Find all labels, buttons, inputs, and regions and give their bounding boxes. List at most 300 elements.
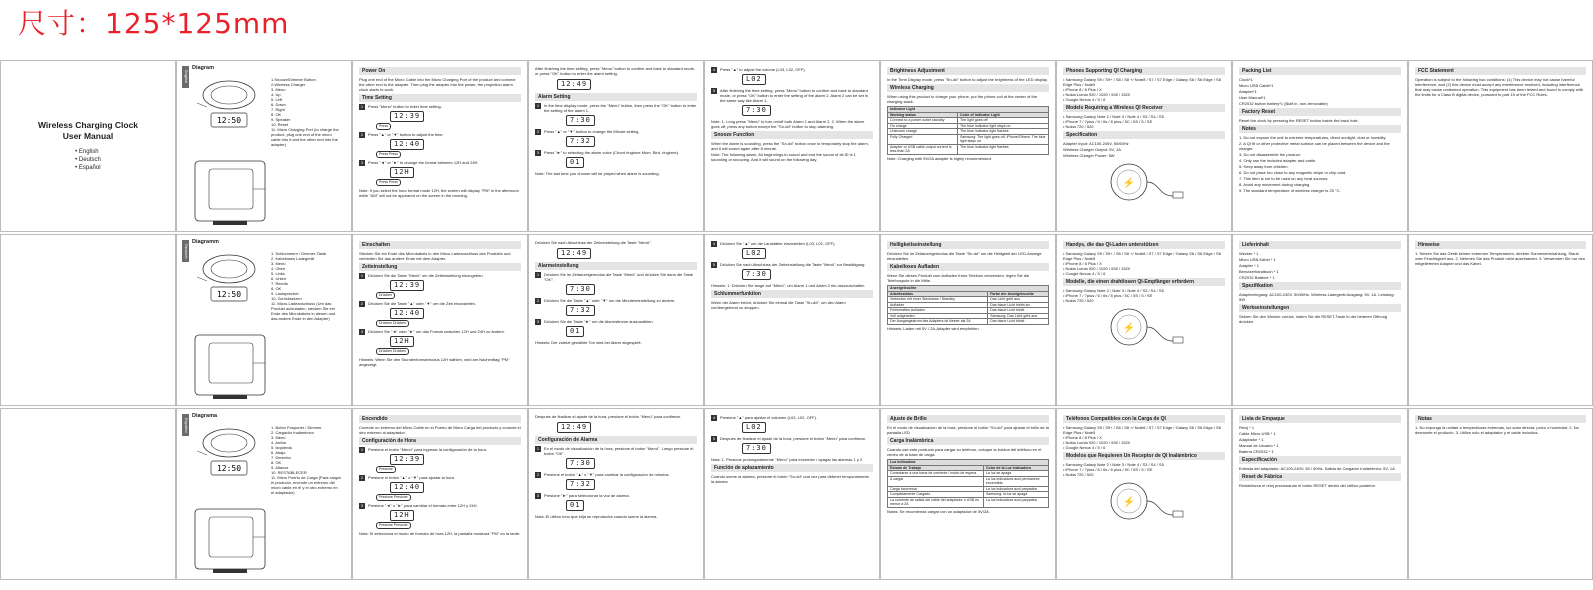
list-item: • Samsung Galaxy S9 / S9+ / S8 / S8 +/ Note8 / S7 / S7 Edge / Galaxy S6 / S6 Edge / S6 Edge Plus / Note5 bbox=[1063, 251, 1225, 261]
lcd-display: 7:30 bbox=[566, 284, 595, 295]
clock-device-illustration bbox=[189, 247, 269, 403]
clock-device-illustration bbox=[189, 73, 269, 229]
brightness-note: Hinweis: Laden mit 5V / 2A-Adapter wird empfohlen. bbox=[887, 325, 980, 331]
step-body bbox=[368, 475, 455, 501]
note-item: Restablezca el reloj presionando el botón RESET dentro del orificio posterior. bbox=[1239, 483, 1376, 488]
brightness-section bbox=[881, 409, 1055, 519]
side-tab: Español bbox=[182, 414, 189, 436]
step-text: Presione "◄" o "►" para cambiar el formato entre 12H y 24H. bbox=[368, 503, 478, 508]
phones-section bbox=[1057, 235, 1231, 351]
brightness-text: Drücken Sie im Zeitanzeigemodus die Taste "Sn-dd" um die Helligkeit der LED-Anzeige einzustellen. bbox=[887, 251, 1042, 261]
step-body bbox=[720, 67, 806, 86]
supported-phones-list bbox=[1063, 425, 1225, 450]
lcd-display: 12:39 bbox=[390, 454, 424, 465]
panel-cover bbox=[0, 408, 176, 580]
step-text: Drücken Sie die Taste "►" um die Alarmstimme auszuwählen. bbox=[544, 319, 654, 324]
lcd-display: L02 bbox=[742, 248, 766, 259]
panel-volume bbox=[704, 60, 880, 232]
diagram-legend bbox=[271, 425, 341, 495]
table-cell: La luz indicadora azul parpadea bbox=[983, 497, 1048, 507]
step-text: Presione "▲" para ajustar el volumen (L03, L02, OFF). bbox=[720, 415, 818, 420]
diagram-legend bbox=[271, 77, 341, 147]
section-title: Brightness Adjustment bbox=[887, 67, 1049, 75]
table-cell: La corriente de salida del cable del adaptador o USB es menor a 2A bbox=[888, 497, 984, 507]
step-text: In the time display mode, press the "Menu" button, then press the "OK" button to enter the setting of the alarm 1. bbox=[544, 103, 697, 113]
step-body bbox=[720, 415, 817, 434]
table-header-cell: Arbeitsstatus bbox=[888, 291, 988, 297]
lcd-display: 12:49 bbox=[557, 79, 591, 90]
lcd-display: 7:32 bbox=[566, 136, 595, 147]
step-number: 1 bbox=[360, 273, 364, 278]
step-number: 1 bbox=[536, 446, 540, 451]
button-row bbox=[376, 292, 484, 299]
svg-text:⚡: ⚡ bbox=[1122, 323, 1136, 334]
packing-item: Adaptador * 1 bbox=[1239, 437, 1264, 442]
time-setting-step bbox=[359, 447, 521, 473]
step-body bbox=[544, 103, 697, 127]
brightness-text: En el modo de visualización de la hora, presione el botón "Sn-dd" para ajustar el brillo de la pantalla LED. bbox=[887, 425, 1049, 435]
lcd-display: 7:30 bbox=[742, 269, 771, 280]
step-number: 4 bbox=[712, 415, 716, 420]
packing-item: CR2032 button battery*1 (Built in, non-removable) bbox=[1239, 101, 1328, 106]
brightness-note: Note: Charging with 5V/2A adapter is highly recommended. bbox=[887, 155, 992, 161]
step-text: Después de finalizar el ajuste de la hora, presione el botón "Menú" para confirmar. bbox=[720, 436, 866, 441]
packing-item: Batería CR2032 * 1 bbox=[1239, 449, 1274, 454]
button-row bbox=[376, 179, 479, 186]
step-body bbox=[368, 503, 478, 529]
diagram-legend-item: 11. Micro-Ladeanschluss (Um das Produkt aufzuladen, stecken Sie ein Ende des Microkabels in diesen und das andere Ende in den Adapter) bbox=[271, 301, 336, 321]
diagram-legend-item: 4. Oben bbox=[271, 266, 286, 271]
packing-section bbox=[1233, 61, 1407, 198]
lcd-display: 12:40 bbox=[390, 139, 424, 150]
volume-step bbox=[711, 415, 873, 434]
section-title: Phones Supporting QI Charging bbox=[1063, 67, 1225, 75]
time-setting-step bbox=[359, 132, 521, 158]
table-cell: Samsung: la luz se apaga bbox=[983, 492, 1048, 498]
panel-diagram bbox=[176, 234, 352, 406]
table-cell: La luz se apaga bbox=[983, 471, 1048, 477]
table-cell: Conectarse a una toma de corriente / modo de espera bbox=[888, 471, 984, 477]
panel-fcc bbox=[1408, 408, 1593, 580]
step-text: Drücken Sie die Taste "▲" oder "▼" um die Minuteneinstellung zu ändern. bbox=[544, 298, 676, 303]
step-text: Press "►" to selecting the alarm voice (Chord ringtone Mum, Bird, ringtone). bbox=[544, 150, 680, 155]
table-cell: Samsung: Das Licht geht aus bbox=[988, 313, 1049, 319]
step-text: En el modo de visualización de la hora, presione el botón "Menú". Luego presione el botón "OK". bbox=[544, 446, 694, 456]
brightness-section bbox=[881, 235, 1055, 336]
wireless-text: Cuando use este producto para cargar su teléfono, coloque la bobina del teléfono en el centro de la base de carga. bbox=[887, 447, 1042, 457]
time-note: Note: If you select the hour format mode 12H, the screen will display "PM" in the afternoon while "AM" will not be appeared on the screen in the morning. bbox=[359, 188, 519, 198]
spec-line: Wireless Charger Power: 5W bbox=[1063, 153, 1115, 158]
list-item: • Nokia 720 / 520 bbox=[1063, 298, 1225, 303]
table-cell: The blue indicator light stays on bbox=[957, 123, 1048, 129]
button-row bbox=[376, 494, 455, 501]
diagram-legend-item: 5. Izquierda bbox=[271, 445, 292, 450]
step-number: 5 bbox=[712, 88, 716, 93]
panel-bright bbox=[880, 234, 1056, 406]
fcc-text: 1. No exponga la unidad a temperaturas extremas, luz solar directa, polvo o humedad. 2. No desmonte el producto. 3. Utilice solo el adaptador y el cable incluidos. bbox=[1415, 425, 1579, 435]
step-number: 5 bbox=[712, 436, 716, 441]
step-body bbox=[720, 262, 866, 281]
volume-note: Hinweis: 1. Drücken Sie lange auf "Menü", um Alarm 1 und Alarm 2 ein-/auszuschalten. bbox=[711, 283, 866, 288]
section-text: Stecken Sie ein Ende des Microkabels in den Micro-Ladeanschluss des Produkts und verbinden Sie das andere Ende mit dem Adapter. bbox=[359, 251, 511, 261]
button-row bbox=[376, 151, 444, 158]
diagram-legend-item: 7. Rechts bbox=[271, 281, 288, 286]
step-body bbox=[720, 241, 836, 260]
volume-step bbox=[711, 262, 873, 281]
diagram-legend-item: 8. OK bbox=[271, 460, 282, 465]
side-tab: English bbox=[182, 66, 189, 88]
packing-item: CR2032 Batterie * 1 bbox=[1239, 275, 1275, 280]
table-cell: Das blaue Licht blinkt bbox=[988, 319, 1049, 325]
factory-text: Adaptereingang: AC100-240V, 50/60Hz. Wireless Ladegerät Ausgang: 5V, 1A. Leistung: 5W bbox=[1239, 292, 1395, 302]
diagram-legend-item: 2.Wireless Charger bbox=[271, 82, 306, 87]
diagram-legend-item: 2. Cargador Inalámbrico bbox=[271, 430, 314, 435]
table-row bbox=[888, 134, 1049, 144]
phones-section bbox=[1057, 61, 1231, 206]
panel-fcc bbox=[1408, 234, 1593, 406]
packing-item: Manual de Usuario * 1 bbox=[1239, 443, 1279, 448]
panel-diagram bbox=[176, 408, 352, 580]
section-title: Models Requiring a Wireless QI Receiver bbox=[1063, 104, 1225, 112]
step-number: 2 bbox=[360, 301, 364, 306]
table-cell: The light goes off bbox=[957, 118, 1048, 124]
step-text: Presione el botón "Menú" para ingresar la configuración de la hora. bbox=[368, 447, 487, 452]
alarm-step bbox=[535, 493, 697, 512]
table-cell: On charge bbox=[888, 123, 958, 129]
alarm-intro: Drücken Sie nach Abschluss der Zeiteinstellung die Taste "Menü". bbox=[535, 240, 652, 245]
receiver-phones-list bbox=[1063, 462, 1225, 477]
section-title: Packing List bbox=[1239, 67, 1401, 75]
step-body bbox=[544, 129, 639, 148]
table-cell: Adapter or USB cable output current is less than 2A bbox=[888, 144, 958, 154]
panel-packing bbox=[1232, 234, 1408, 406]
press-label: Presione bbox=[376, 466, 396, 473]
section-title: Specification bbox=[1063, 131, 1225, 139]
list-item: • Google Nexus 4 / 5 / 6 bbox=[1063, 97, 1225, 102]
side-tab: Deutsch bbox=[182, 240, 189, 262]
step-number: 3 bbox=[536, 319, 540, 324]
lcd-display: L02 bbox=[742, 74, 766, 85]
step-number: 2 bbox=[360, 132, 364, 137]
step-body bbox=[544, 319, 654, 338]
step-number: 4 bbox=[712, 67, 716, 72]
alarm-section bbox=[529, 61, 703, 181]
step-text: Press "▲" or "▼" button to adjust the time. bbox=[368, 132, 444, 137]
note-item: 1. Do not expose the unit to extreme temperatures, direct sunlight, dust or humidity. bbox=[1239, 135, 1387, 140]
section-title: Notes bbox=[1239, 125, 1401, 133]
step-text: Press "▲" to adjust the volume (L03, L02, OFF). bbox=[720, 67, 806, 72]
manual-row-2 bbox=[0, 408, 1593, 580]
panel-phones bbox=[1056, 408, 1232, 580]
step-text: Drücken Sie im Zeitanzeigemodus die Taste "Menü" und drücken Sie dann die Taste "OK". bbox=[544, 272, 693, 282]
volume-section bbox=[705, 235, 879, 315]
step-body bbox=[720, 436, 866, 455]
panel-cover bbox=[0, 60, 176, 232]
alarm-note: Nota: El último tono que elija se reproducirá cuando suene la alarma. bbox=[535, 514, 658, 519]
step-number: 3 bbox=[536, 150, 540, 155]
section-title: Alarm Setting bbox=[535, 93, 697, 101]
panel-alarm bbox=[528, 60, 704, 232]
step-body bbox=[368, 132, 444, 158]
step-number: 1 bbox=[360, 104, 364, 109]
step-body bbox=[544, 446, 697, 470]
diagram-legend-item: 6. Abajo bbox=[271, 450, 286, 455]
section-title: Spezifikation bbox=[1239, 282, 1401, 290]
step-body bbox=[544, 472, 670, 491]
note-item: Setzen Sie den Wecker zurück, indem Sie die RESET-Taste in der hinteren Öffnung drücken. bbox=[1239, 314, 1388, 324]
spec-line: Wireless Charger Output: 5V, 1A bbox=[1063, 147, 1121, 152]
table-header-cell: Color de la Luz Indicadora bbox=[983, 465, 1048, 471]
diagram-title: Diagramm bbox=[192, 239, 219, 245]
time-note: Hinweis: Wenn Sie den Stundenformatmodus 12H wählen, wird am Nachmittag "PM" angezeigt. bbox=[359, 357, 510, 367]
list-item: • iPhone 8 / 8 Plus / X bbox=[1063, 435, 1225, 440]
step-number: 2 bbox=[536, 298, 540, 303]
volume-note: Note: 1. Long press "Menu" to turn on/off both Alarm 1 and Alarm 2. 2. When the alarm goes off, press any button except the "Sn-dd" button to stop alarming. bbox=[711, 119, 865, 129]
volume-step bbox=[711, 241, 873, 260]
table-cell: Verbinden mit einer Steckdose / Standby bbox=[888, 297, 988, 303]
fcc-section bbox=[1409, 409, 1592, 440]
panel-bright bbox=[880, 408, 1056, 580]
diagram-legend-item: 9. Altavoz bbox=[271, 465, 289, 470]
diagram-title: Diagram bbox=[192, 65, 215, 71]
step-body bbox=[368, 160, 479, 186]
lcd-display: 7:30 bbox=[742, 443, 771, 454]
svg-text:⚡: ⚡ bbox=[1122, 178, 1136, 189]
step-number: 2 bbox=[536, 472, 540, 477]
volume-section bbox=[705, 61, 879, 167]
section-title: Handys, die das QI-Laden unterstützen bbox=[1063, 241, 1225, 249]
list-item: • Nokia 720 / 520 bbox=[1063, 472, 1225, 477]
svg-text:12:50: 12:50 bbox=[216, 290, 242, 299]
manual-sheet bbox=[0, 60, 1593, 585]
lcd-display: 7:32 bbox=[566, 479, 595, 490]
step-text: Presione el botón "▲" o "▼" para cambiar la configuración de minutos. bbox=[544, 472, 670, 477]
section-title: Carga Inalámbrica bbox=[887, 437, 1049, 445]
indicator-table bbox=[887, 285, 1049, 325]
note-item: 4. Only use the included adapter and cable. bbox=[1239, 158, 1317, 163]
fcc-section bbox=[1409, 235, 1592, 271]
indicator-table bbox=[887, 106, 1049, 155]
diagram-legend-item: 11. Micro Puerto de Carga (Para cargar el producto, enchufe un extremo del micro cable en él y el otro extremo en el adaptador) bbox=[271, 475, 341, 495]
lcd-display: 12H bbox=[390, 510, 414, 521]
clock-device-illustration bbox=[189, 421, 269, 577]
wireless-text: Wenn Sie dieses Produkt zum Aufladen Ihres Telefons verwenden, legen Sie die Telefonspule in die Mitte. bbox=[887, 273, 1030, 283]
press-label: Press bbox=[376, 123, 391, 130]
diagram-legend-item: 6. Down bbox=[271, 102, 286, 107]
phones-section bbox=[1057, 409, 1231, 525]
manual-subtitle: User Manual bbox=[62, 131, 114, 141]
list-item: • iPhone 8 / 8 Plus / X bbox=[1063, 261, 1225, 266]
step-body bbox=[368, 273, 484, 299]
packing-item: Wecker * 1 bbox=[1239, 251, 1259, 256]
section-title: Helligkeitseinstellung bbox=[887, 241, 1049, 249]
lcd-display: 7:30 bbox=[742, 105, 771, 116]
table-row bbox=[888, 319, 1049, 325]
fcc-text: Operation is subject to the following two conditions: (1) This device may not cause harmful interference, and (2) this device must accept any interference received, including interference that may cause undesired operation. This equipment has been tested and found to comply with the limits for a Class B digital device, pursuant to part 15 of the FCC Rules. bbox=[1415, 77, 1584, 97]
packing-item: Micro USB Cable*1 bbox=[1239, 83, 1274, 88]
manual-row-0 bbox=[0, 60, 1593, 232]
section-title: Especificación bbox=[1239, 456, 1401, 464]
step-number: 3 bbox=[360, 503, 364, 508]
step-text: After finishing the time setting, press "Menu" button to confirm and back to standard mode, or press "OK" button to enter the setting of the alarm 2. Alarm 2 can be set in the same way like Alarm 1. bbox=[720, 88, 869, 103]
note-item: 6. Do not place too close to any magnetic stripe or chip card. bbox=[1239, 170, 1347, 175]
alarm-step bbox=[535, 129, 697, 148]
list-item: • Samsung Galaxy Note 2 / Note 3 / Note 4 / S3 / S4 / S5 bbox=[1063, 114, 1225, 119]
factory-text: Reset the clock by pressing the RESET button inside the back hole. bbox=[1239, 118, 1359, 123]
step-body bbox=[544, 272, 697, 296]
brightness-note: Notas: Se recomienda cargar con un adaptador de 5V/2A. bbox=[887, 508, 990, 514]
charging-pad-illustration bbox=[1099, 160, 1189, 202]
packing-section bbox=[1233, 235, 1407, 329]
note-item: 2. A QI fit or other protective metal surface can be placed between the device and the charger. bbox=[1239, 141, 1390, 151]
button-row bbox=[376, 348, 505, 355]
lcd-display: 01 bbox=[566, 157, 584, 168]
table-header-cell: Working status bbox=[888, 112, 958, 118]
section-title: Configuración de Alarma bbox=[535, 436, 697, 444]
lcd-display: 7:30 bbox=[566, 458, 595, 469]
step-body bbox=[544, 493, 630, 512]
table-cell: Fehlerhaftes Aufladen bbox=[888, 308, 988, 314]
panel-cover bbox=[0, 234, 176, 406]
list-item: • iPhone 7 / 7plus / 6 / 6s / 6 plus / 5C / 5S / 5 / SE bbox=[1063, 119, 1225, 124]
list-item: • Samsung Galaxy Note 2 / Note 3 / Note 4 / S3 / S4 / S5 bbox=[1063, 288, 1225, 293]
step-text: Drücken Sie die Taste "Menü" um die Zeiteinstellung einzugeben. bbox=[368, 273, 484, 278]
snooze-note: Note: The following alarm. All beginnings to sound and end the sound of all ID is 1 sounding or snoozing. And it will sound on the following day. bbox=[711, 152, 856, 162]
list-item: • iPhone 8 / 8 Plus / X bbox=[1063, 87, 1225, 92]
diagram-legend-item: 7. Right bbox=[271, 107, 285, 112]
alarm-step bbox=[535, 298, 697, 317]
packing-item: Adapter * 1 bbox=[1239, 263, 1260, 268]
section-title: Notas bbox=[1415, 415, 1586, 423]
time-setting-step bbox=[359, 104, 521, 130]
brightness-section bbox=[881, 61, 1055, 166]
step-body bbox=[368, 329, 505, 355]
list-item: • Samsung Galaxy Note 2 / Note 3 / Note 4 / S3 / S4 / S5 bbox=[1063, 462, 1225, 467]
list-item: • Nokia 720 / 520 bbox=[1063, 124, 1225, 129]
step-number: 2 bbox=[360, 475, 364, 480]
step-body bbox=[368, 301, 476, 327]
section-title: Modelos que Requieren Un Receptor de QI Inalámbrico bbox=[1063, 452, 1225, 460]
section-title: Hinweise bbox=[1415, 241, 1586, 249]
svg-text:12:50: 12:50 bbox=[216, 116, 242, 125]
snooze-text: When the alarm is sounding, press the "Sn-dd" button once to temporarily stop the alarm, and it will sound again after 8 minute. bbox=[711, 141, 869, 151]
diagram-legend-item: 8. OK bbox=[271, 112, 282, 117]
lcd-display: 12:40 bbox=[390, 482, 424, 493]
table-header-cell: Color of Indicator Light bbox=[957, 112, 1048, 118]
button-row bbox=[376, 466, 487, 473]
list-item: • Nokia Lumia 920 / 1020 / 928 / 1520 bbox=[1063, 92, 1225, 97]
lcd-display: 12:49 bbox=[557, 422, 591, 433]
table-row bbox=[888, 476, 1049, 486]
size-label: 尺寸：125*125mm bbox=[18, 7, 290, 40]
step-text: Presione "►" para seleccionar la voz de alarma. bbox=[544, 493, 630, 498]
fcc-text: 1. Setzen Sie das Gerät keinen extremen Temperaturen, direkter Sonneneinstrahlung, Staub oder Feuchtigkeit aus. 2. Nehmen Sie das Produkt nicht auseinander. 3. Verwenden Sie nur den mitgelieferten Adapter und das Kabel. bbox=[1415, 251, 1586, 266]
step-number: 5 bbox=[712, 262, 716, 267]
table-header-cell: Farbe der Anzeigeleuchte bbox=[988, 291, 1049, 297]
manual-title: Wireless Charging Clock bbox=[37, 120, 139, 130]
lcd-display: 01 bbox=[566, 500, 584, 511]
section-title: Einschalten bbox=[359, 241, 521, 249]
step-body bbox=[544, 298, 675, 317]
volume-note: Nota: 1. Presione prolongadamente "Menú" para encender / apagar las alarmas 1 y 2. bbox=[711, 457, 864, 462]
panel-alarm bbox=[528, 408, 704, 580]
lcd-display: 7:32 bbox=[566, 305, 595, 316]
section-title: Zeiteinstellung bbox=[359, 263, 521, 271]
step-body bbox=[368, 447, 487, 473]
table-cell: Fully Charged bbox=[888, 134, 958, 144]
diagram-legend-item: 10. Reset bbox=[271, 122, 289, 127]
list-item: • Nokia Lumia 920 / 1020 / 928 / 1520 bbox=[1063, 266, 1225, 271]
list-item: • Google Nexus 4 / 5 / 6 bbox=[1063, 445, 1225, 450]
section-title: Time Setting bbox=[359, 94, 521, 102]
snooze-text: Wenn der Alarm ertönt, drücken Sie einmal die Taste "Sn-dd", um den Alarm vorübergehend zu stoppen. bbox=[711, 300, 846, 310]
time-note: Nota: Si selecciona el modo de formato de hora 12H, la pantalla mostrará "PM" en la tarde. bbox=[359, 531, 521, 536]
section-title: Werkseinstellungen bbox=[1239, 304, 1401, 312]
packing-item: Micro USB-Kabel * 1 bbox=[1239, 257, 1276, 262]
time-setting-step bbox=[359, 160, 521, 186]
packing-item: Clock*1 bbox=[1239, 77, 1253, 82]
table-cell: Unknown charge bbox=[888, 129, 958, 135]
section-title: Lieferinhalt bbox=[1239, 241, 1401, 249]
lcd-display: 7:30 bbox=[566, 115, 595, 126]
panel-phones bbox=[1056, 60, 1232, 232]
section-title: Configuración de Hora bbox=[359, 437, 521, 445]
step-number: 1 bbox=[536, 103, 540, 108]
diagram-legend-item: 9. Speaker bbox=[271, 117, 291, 122]
svg-text:⚡: ⚡ bbox=[1122, 497, 1136, 508]
section-title: Schlummerfunktion bbox=[711, 290, 873, 298]
note-item: 7. This item is not to be used on any heat sources. bbox=[1239, 176, 1329, 181]
note-item: 9. The standard temperature of wireless charger is 25 °C. bbox=[1239, 188, 1341, 193]
table-caption: Anzeigeleuchte bbox=[888, 286, 1049, 292]
snooze-text: Cuando suene la alarma, presione el botón "Sn-dd" una vez para detener temporalmente la alarma. bbox=[711, 474, 869, 484]
panel-diagram bbox=[176, 60, 352, 232]
table-cell: A cargar bbox=[888, 476, 984, 486]
step-number: 1 bbox=[536, 272, 540, 277]
panel-phones bbox=[1056, 234, 1232, 406]
diagram-legend-item: 11. Micro Charging Port (to charge the product, plug one end of the micro cable into it and the other end into the adapter) bbox=[271, 127, 339, 147]
diagram-legend-item: 3. Menu bbox=[271, 87, 286, 92]
diagram-legend-item: 9. Lautsprecher bbox=[271, 291, 299, 296]
section-title: Power On bbox=[359, 67, 521, 75]
alarm-step bbox=[535, 472, 697, 491]
section-title: Wireless Charging bbox=[887, 84, 1049, 92]
table-cell: La luz indicadora azul permanece encendida bbox=[983, 476, 1048, 486]
press-label: Drücken Drücken bbox=[376, 348, 409, 355]
table-row bbox=[888, 144, 1049, 154]
section-text: Conecte un extremo del Micro Cable en el Puerto de Micro Carga del producto y conecte el otro extremo al adaptador. bbox=[359, 425, 521, 435]
alarm-intro: Después de finalizar el ajuste de la hora, presione el botón "Menú" para confirmar. bbox=[535, 414, 681, 419]
diagram-legend-item: 3. Menú bbox=[271, 435, 286, 440]
table-cell: Voll aufgeladen bbox=[888, 313, 988, 319]
diagram-legend-item: 4. Arriba bbox=[271, 440, 286, 445]
alarm-step bbox=[535, 272, 697, 296]
step-number: 2 bbox=[536, 129, 540, 134]
alarm-step bbox=[535, 103, 697, 127]
brightness-text: In the Time Display mode, press "Sn-dd" button to adjust the brightness of the LED display. bbox=[887, 77, 1048, 82]
step-text: Drücken Sie nach Abschluss der Zeiteinstellung die Taste "Menü" zur Bestätigung. bbox=[720, 262, 866, 267]
table-cell: Der Ausgangsstrom des Adapters ist kleiner als 2A bbox=[888, 319, 988, 325]
panel-packing bbox=[1232, 60, 1408, 232]
table-cell: Completamente Cargado bbox=[888, 492, 984, 498]
packing-item: Benutzerhandbuch * 1 bbox=[1239, 269, 1279, 274]
section-title: Lista de Empaque bbox=[1239, 415, 1401, 423]
table-cell: The blue indicator light flashes bbox=[957, 144, 1048, 154]
lcd-display: L02 bbox=[742, 422, 766, 433]
section-title: Alarmeinstellung bbox=[535, 262, 697, 270]
lcd-display: 12H bbox=[390, 336, 414, 347]
alarm-intro: After finishing the time setting, press "Menu" button to confirm and back to standard mode, or press "OK" button to enter the alarm setting. bbox=[535, 66, 696, 76]
